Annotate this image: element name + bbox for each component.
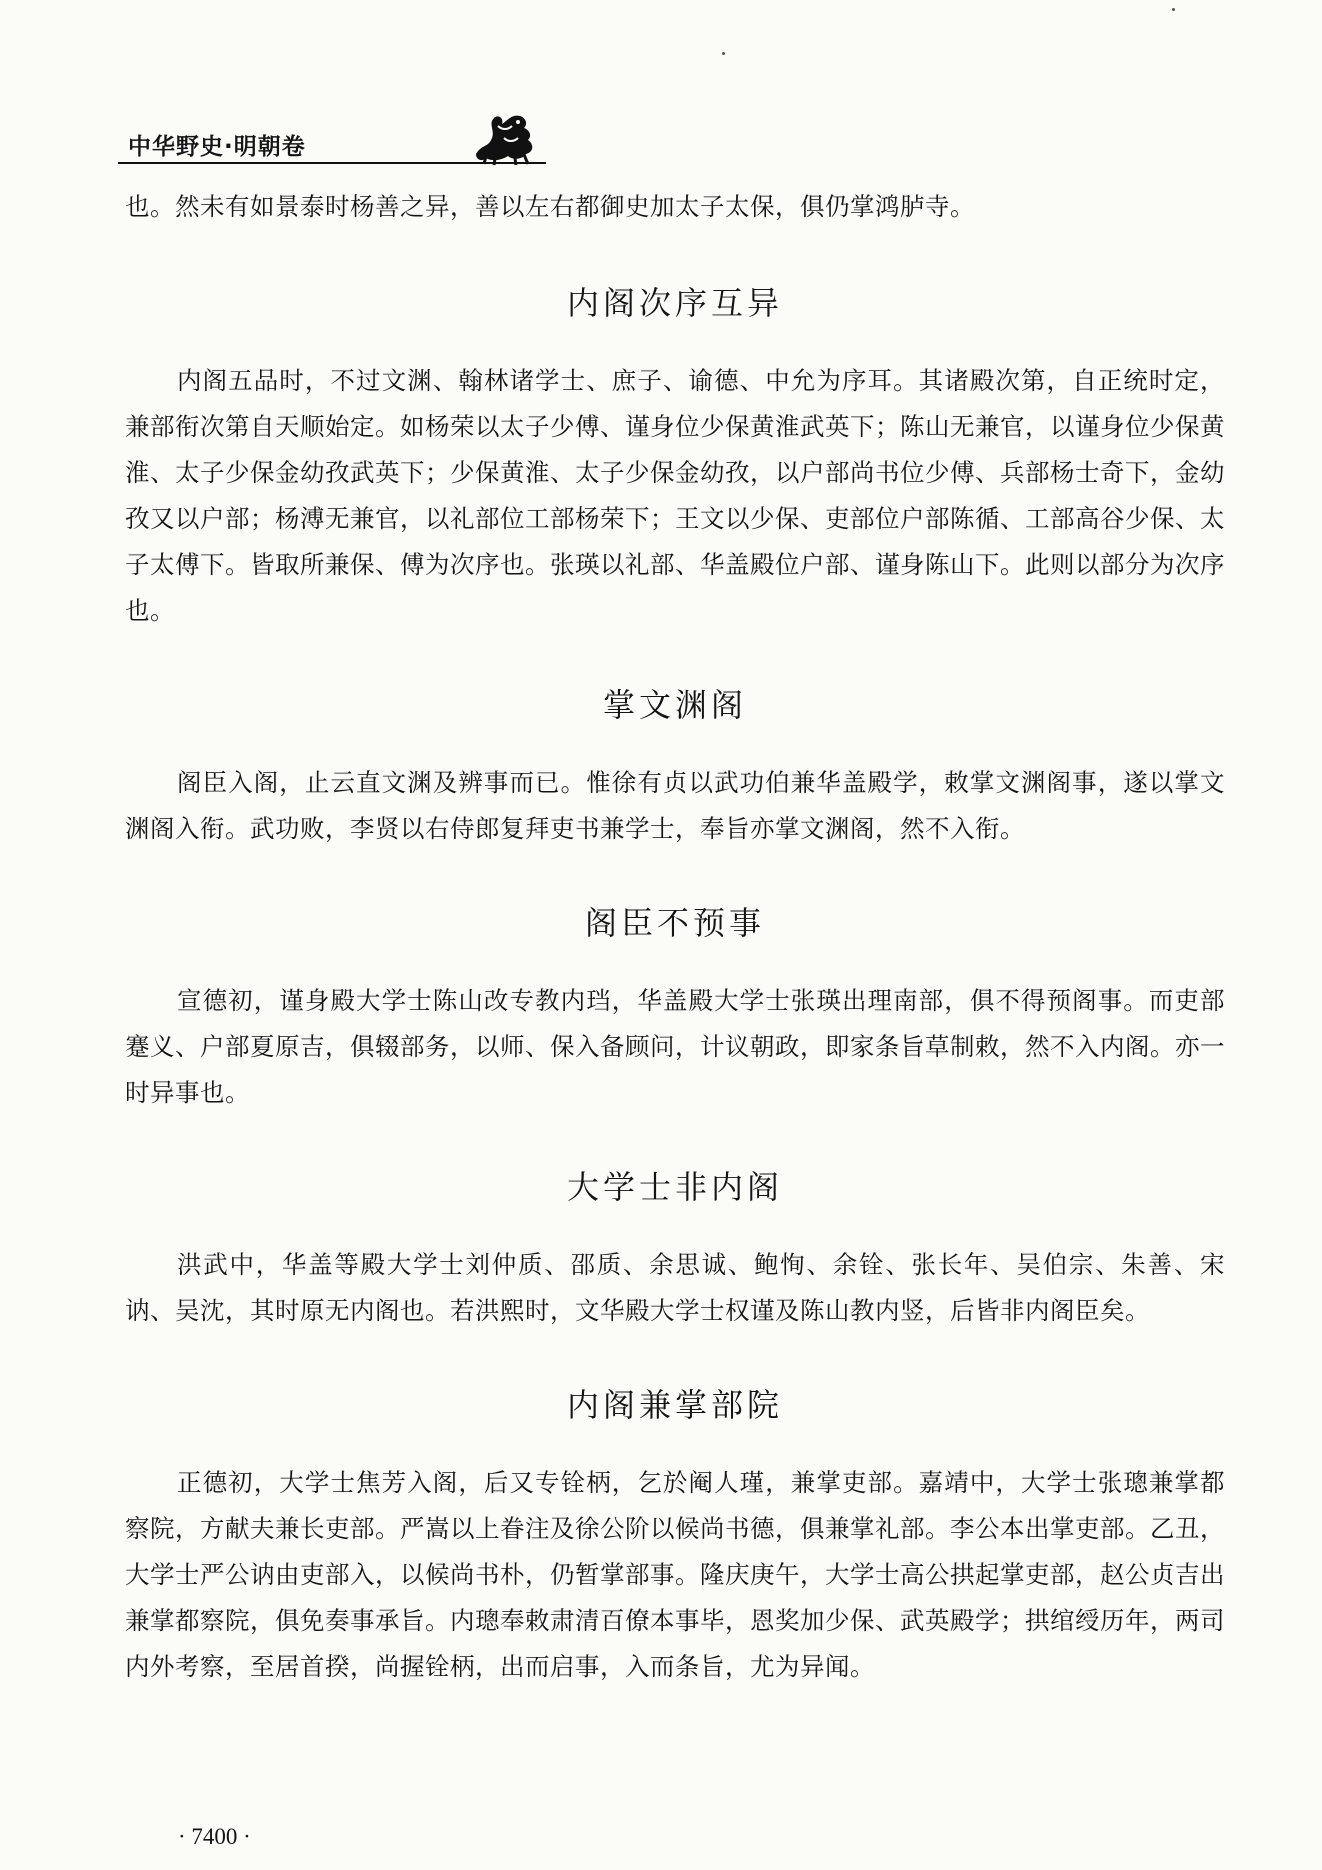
section-title: 内阁次序互异 [566, 284, 783, 322]
section-paragraph: 阁臣入阁，止云直文渊及辨事而已。惟徐有贞以武功伯兼华盖殿学，敕掌文渊阁事，遂以掌文渊阁入衔。武功败，李贤以右侍郎复拜吏书兼学士，奉旨亦掌文渊阁，然不入衔。 [125, 768, 1225, 843]
page-body [125, 182, 1225, 1690]
section-title: 大学士非内阁 [566, 1168, 783, 1206]
section-paragraph: 内阁五品时，不过文渊、翰林诸学士、庶子、谕德、中允为序耳。其诸殿次第，自正统时定，兼部衔次第自天顺始定。如杨荣以太子少傅、谨身位少保黄淮武英下；陈山无兼官，以谨身位少保黄淮、太子少保金幼孜武英下；少保黄淮、太子少保金幼孜，以户部尚书位少傅、兵部杨士奇下，金幼孜又以户部；杨溥无兼官，以礼部位工部杨荣下；王文以少保、吏部位户部陈循、工部高谷少保、太子太傅下。皆取所兼保、傅为次序也。张瑛以礼部、华盖殿位户部、谨身陈山下。此则以部分为次序也。 [125, 366, 1225, 625]
section-paragraph: 宣德初，谨身殿大学士陈山改专教内珰，华盖殿大学士张瑛出理南部，俱不得预阁事。而吏部蹇义、户部夏原吉，俱辍部务，以师、保入备顾问，计议朝政，即家条旨草制敕，然不入内阁。亦一时异事也。 [125, 986, 1225, 1107]
section-title: 阁臣不预事 [584, 904, 765, 942]
page-number: · 7400 · [178, 1824, 251, 1849]
opening-paragraph: 也。然未有如景泰时杨善之异，善以左右都御史加太子太保，俱仍掌鸿胪寺。 [125, 192, 975, 221]
section-title: 掌文渊阁 [602, 686, 747, 724]
running-header [118, 112, 546, 176]
dragon-emblem-icon [468, 108, 540, 166]
scan-speck [1172, 8, 1175, 11]
scan-speck [722, 52, 725, 55]
header-rule [118, 162, 546, 164]
section-paragraph: 洪武中，华盖等殿大学士刘仲质、邵质、余思诚、鲍恂、余铨、张长年、吴伯宗、朱善、宋讷、吴沈，其时原无内阁也。若洪熙时，文华殿大学士权谨及陈山教内竖，后皆非内阁臣矣。 [125, 1250, 1225, 1325]
book-title: 中华野史·明朝卷 [128, 134, 306, 160]
section-title: 内阁兼掌部院 [566, 1386, 783, 1424]
section-paragraph: 正德初，大学士焦芳入阁，后又专铨柄，乞於阉人瑾，兼掌吏部。嘉靖中，大学士张璁兼掌都察院，方献夫兼长吏部。严嵩以上眷注及徐公阶以候尚书德，俱兼掌礼部。李公本出掌吏部。乙丑，大学士严公讷由吏部入，以候尚书朴，仍暂掌部事。隆庆庚午，大学士高公拱起掌吏部，赵公贞吉出兼掌都察院，俱免奏事承旨。内璁奉敕肃清百僚本事毕，恩奖加少保、武英殿学；拱绾绶历年，两司内外考察，至居首揆，尚握铨柄，出而启事，入而条旨，尤为异闻。 [125, 1468, 1225, 1681]
